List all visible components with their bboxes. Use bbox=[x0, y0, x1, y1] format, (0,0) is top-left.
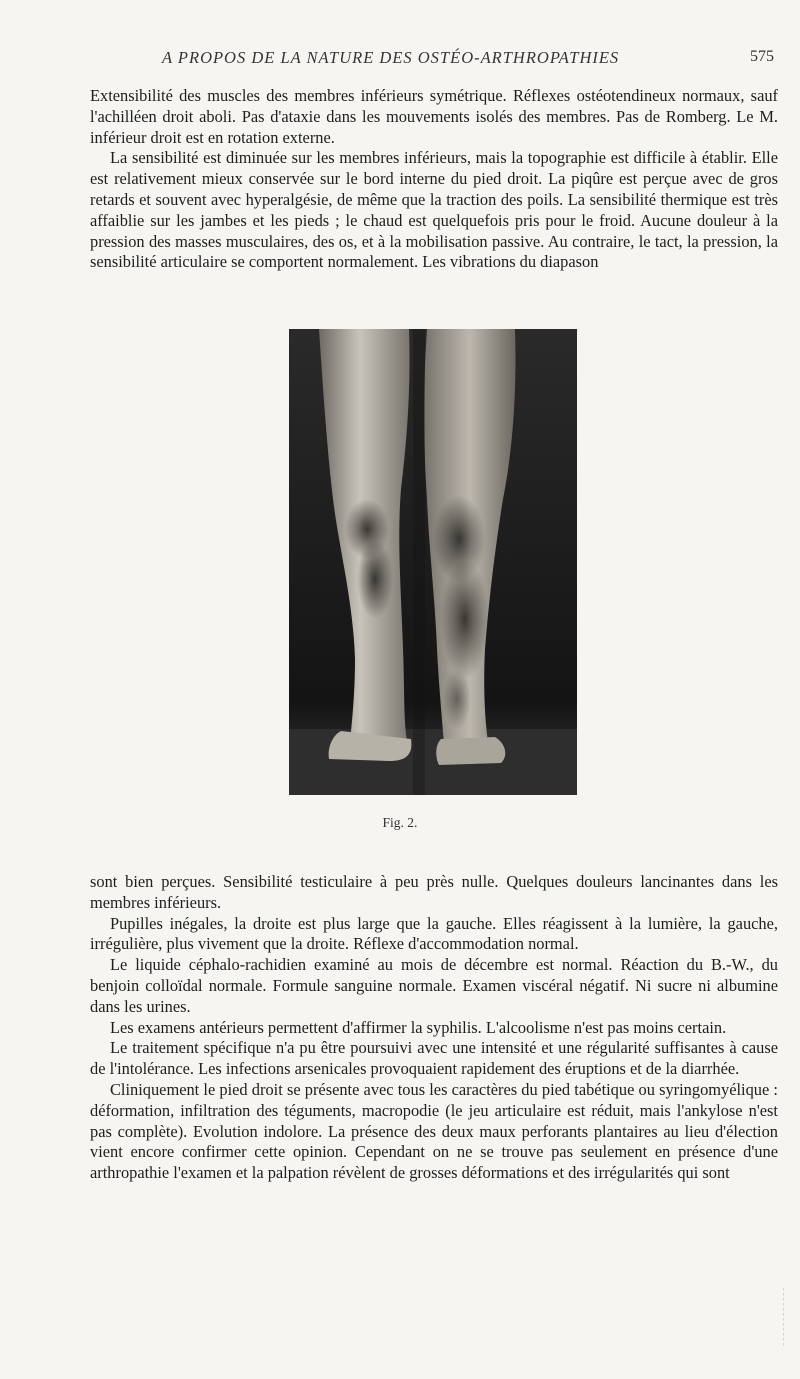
running-title: A PROPOS DE LA NATURE DES OSTÉO-ARTHROPATHIES bbox=[162, 48, 620, 67]
page-edge-mark bbox=[783, 1288, 784, 1348]
page-number: 575 bbox=[750, 48, 774, 65]
figure-caption: Fig. 2. bbox=[382, 815, 418, 830]
paragraph: Extensibilité des muscles des membres inférieurs symétrique. Réflexes ostéotendineux normaux, sauf l'achilléen droit aboli. Pas d'ataxie dans les mouvements isolés des membres. Pas de Romberg. Le M. inférieur droit est en rotation externe. bbox=[90, 86, 778, 147]
paragraph-continuation: sont bien perçues. Sensibilité testiculaire à peu près nulle. Quelques douleurs lancinantes dans les membres inférieurs. bbox=[90, 872, 778, 912]
paragraph: Pupilles inégales, la droite est plus large que la gauche. Elles réagissent à la lumière, la gauche, irrégulière, plus vivement que la droite. Réflexe d'accommodation normal. bbox=[90, 913, 778, 954]
paragraph: Cliniquement le pied droit se présente avec tous les caractères du pied tabétique ou syringomyélique : déformation, infiltration des téguments, macropodie (le jeu articulaire est réduit, mais l'ankylose n'est pas complète). Evolution indolore. La présence des deux maux perforants plantaires au lieu d'élection vient encore confirmer cette opinion. Cependant on ne se trouve pas seulement en présence d'une arthropathie l'examen et la palpation révèlent de grosses déformations et des irrégularités qui sont bbox=[90, 1079, 778, 1183]
bottom-text-block bbox=[90, 872, 778, 1184]
paragraph: La sensibilité est diminuée sur les membres inférieurs, mais la topographie est difficile à établir. Elle est relativement mieux conservée sur le bord interne du pied droit. La piqûre est perçue avec de gros retards et souvent avec hyperalgésie, de même que la traction des poils. La sensibilité thermique est très affaiblie sur les jambes et les pieds ; le chaud est quelquefois pris pour le froid. Aucune douleur à la pression des masses musculaires, des os, et à la mobilisation passive. Au contraire, le tact, la pression, la sensibilité articulaire se comportent normalement. Les vibrations du diapason bbox=[90, 148, 778, 272]
paragraph: Le traitement spécifique n'a pu être poursuivi avec une intensité et une régularité suffisantes à cause de l'intolérance. Les infections arsenicales provoquaient rapidement des éruptions et de la diarrhée. bbox=[90, 1038, 778, 1079]
page-header bbox=[90, 48, 780, 72]
legs-photo-illustration bbox=[289, 329, 577, 795]
top-text-block bbox=[90, 86, 778, 273]
figure-photograph-legs bbox=[289, 329, 577, 795]
paragraph: Le liquide céphalo-rachidien examiné au mois de décembre est normal. Réaction du B.-W., du benjoin colloïdal normale. Formule sanguine normale. Examen viscéral négatif. Ni sucre ni albumine dans les urines. bbox=[90, 955, 778, 1016]
paragraph: Les examens antérieurs permettent d'affirmer la syphilis. L'alcoolisme n'est pas moins certain. bbox=[110, 1017, 727, 1037]
